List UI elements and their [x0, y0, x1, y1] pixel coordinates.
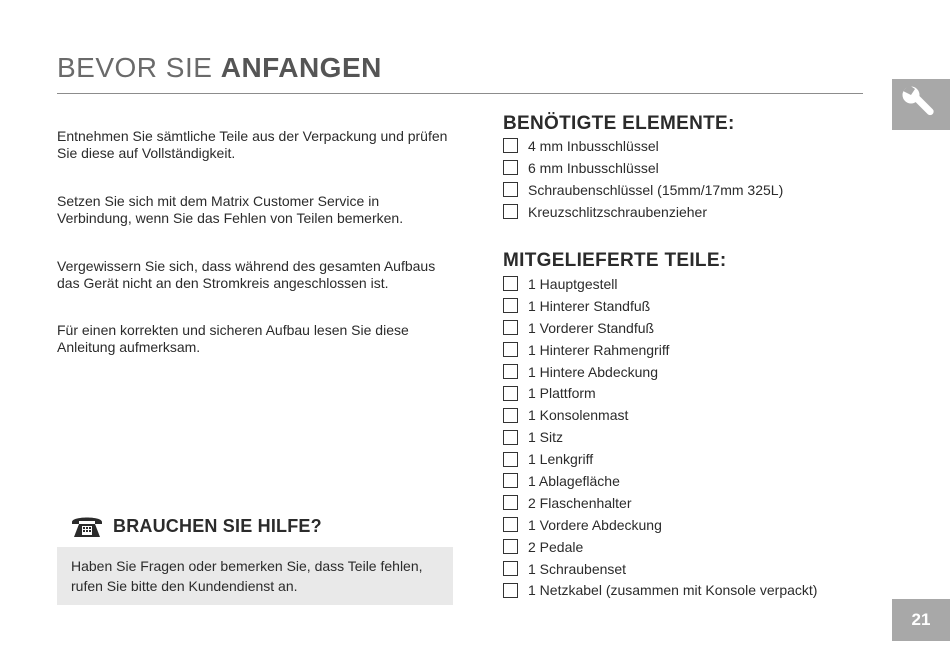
help-box: Haben Sie Fragen oder bemerken Sie, dass Teile fehlen, rufen Sie bitte den Kundendienst an. [57, 547, 453, 605]
list-item [503, 317, 817, 339]
list-item-label: 1 Konsolenmast [528, 407, 629, 424]
list-item-label: 6 mm Inbusschlüssel [528, 159, 659, 176]
list-item-label: 1 Schraubenset [528, 560, 627, 577]
list-item [503, 201, 783, 223]
list-item-label: 1 Vordere Abdeckung [528, 516, 662, 533]
list-item-label: Schraubenschlüssel (15mm/17mm 325L) [528, 181, 784, 198]
checkbox[interactable] [503, 386, 518, 401]
checkbox[interactable] [503, 204, 518, 219]
required-tools-list [503, 135, 783, 223]
intro-paragraph-3: Vergewissern Sie sich, dass während des gesamten Aufbaus das Gerät nicht an den Stromkreis angeschlossen ist. [57, 258, 436, 291]
list-item [503, 179, 783, 201]
list-item [503, 470, 817, 492]
page-number: 21 [892, 599, 950, 641]
help-heading [70, 513, 322, 539]
section-tab [892, 79, 950, 130]
intro-paragraph-4: Für einen korrekten und sicheren Aufbau lesen Sie diese Anleitung aufmerksam. [57, 322, 409, 355]
checkbox[interactable] [503, 342, 518, 357]
list-item [503, 273, 817, 295]
list-item [503, 558, 817, 580]
page-title-light: BEVOR SIE [57, 52, 221, 83]
list-item [503, 157, 783, 179]
list-item-label: 1 Ablagefläche [528, 472, 620, 489]
checkbox[interactable] [503, 583, 518, 598]
checkbox[interactable] [503, 473, 518, 488]
checkbox[interactable] [503, 276, 518, 291]
checkbox[interactable] [503, 320, 518, 335]
list-item [503, 492, 817, 514]
list-item-label: 1 Hintere Abdeckung [528, 363, 658, 380]
required-tools-heading: BENÖTIGTE ELEMENTE: [503, 113, 735, 134]
list-item [503, 404, 817, 426]
checkbox[interactable] [503, 561, 518, 576]
list-item-label: 2 Flaschenhalter [528, 494, 632, 511]
list-item-label: 2 Pedale [528, 538, 584, 555]
list-item-label: 1 Netzkabel (zusammen mit Konsole verpackt) [528, 582, 818, 599]
list-item [503, 295, 817, 317]
list-item-label: 1 Lenkgriff [528, 451, 594, 468]
included-parts-list [503, 273, 817, 601]
list-item-label: 1 Hinterer Rahmengriff [528, 341, 670, 358]
checkbox[interactable] [503, 298, 518, 313]
checkbox[interactable] [503, 138, 518, 153]
intro-paragraph-2: Setzen Sie sich mit dem Matrix Customer Service in Verbindung, wenn Sie das Fehlen von Teilen bemerken. [57, 193, 404, 226]
list-item-label: Kreuzschlitzschraubenzieher [528, 203, 707, 220]
checkbox[interactable] [503, 160, 518, 175]
phone-icon [70, 513, 104, 539]
checkbox[interactable] [503, 182, 518, 197]
help-heading-text: BRAUCHEN SIE HILFE? [113, 515, 322, 536]
list-item [503, 426, 817, 448]
list-item [503, 514, 817, 536]
title-divider [57, 93, 863, 94]
list-item [503, 361, 817, 383]
checkbox[interactable] [503, 430, 518, 445]
list-item [503, 339, 817, 361]
list-item [503, 135, 783, 157]
included-parts-heading: MITGELIEFERTE TEILE: [503, 250, 727, 271]
checkbox[interactable] [503, 364, 518, 379]
checkbox[interactable] [503, 408, 518, 423]
checkbox[interactable] [503, 539, 518, 554]
list-item-label: 1 Plattform [528, 385, 596, 402]
list-item [503, 448, 817, 470]
list-item [503, 579, 817, 601]
checkbox[interactable] [503, 517, 518, 532]
list-item [503, 382, 817, 404]
page-title-bold: ANFANGEN [220, 52, 382, 83]
wrench-icon [901, 85, 941, 125]
list-item-label: 1 Vorderer Standfuß [528, 319, 655, 336]
intro-paragraph-1: Entnehmen Sie sämtliche Teile aus der Verpackung und prüfen Sie diese auf Vollständigkeit. [57, 128, 448, 161]
page-title [57, 52, 382, 84]
checkbox[interactable] [503, 452, 518, 467]
list-item-label: 1 Hinterer Standfuß [528, 297, 651, 314]
checkbox[interactable] [503, 495, 518, 510]
list-item-label: 4 mm Inbusschlüssel [528, 137, 659, 154]
list-item-label: 1 Hauptgestell [528, 275, 618, 292]
list-item [503, 536, 817, 558]
list-item-label: 1 Sitz [528, 429, 564, 446]
